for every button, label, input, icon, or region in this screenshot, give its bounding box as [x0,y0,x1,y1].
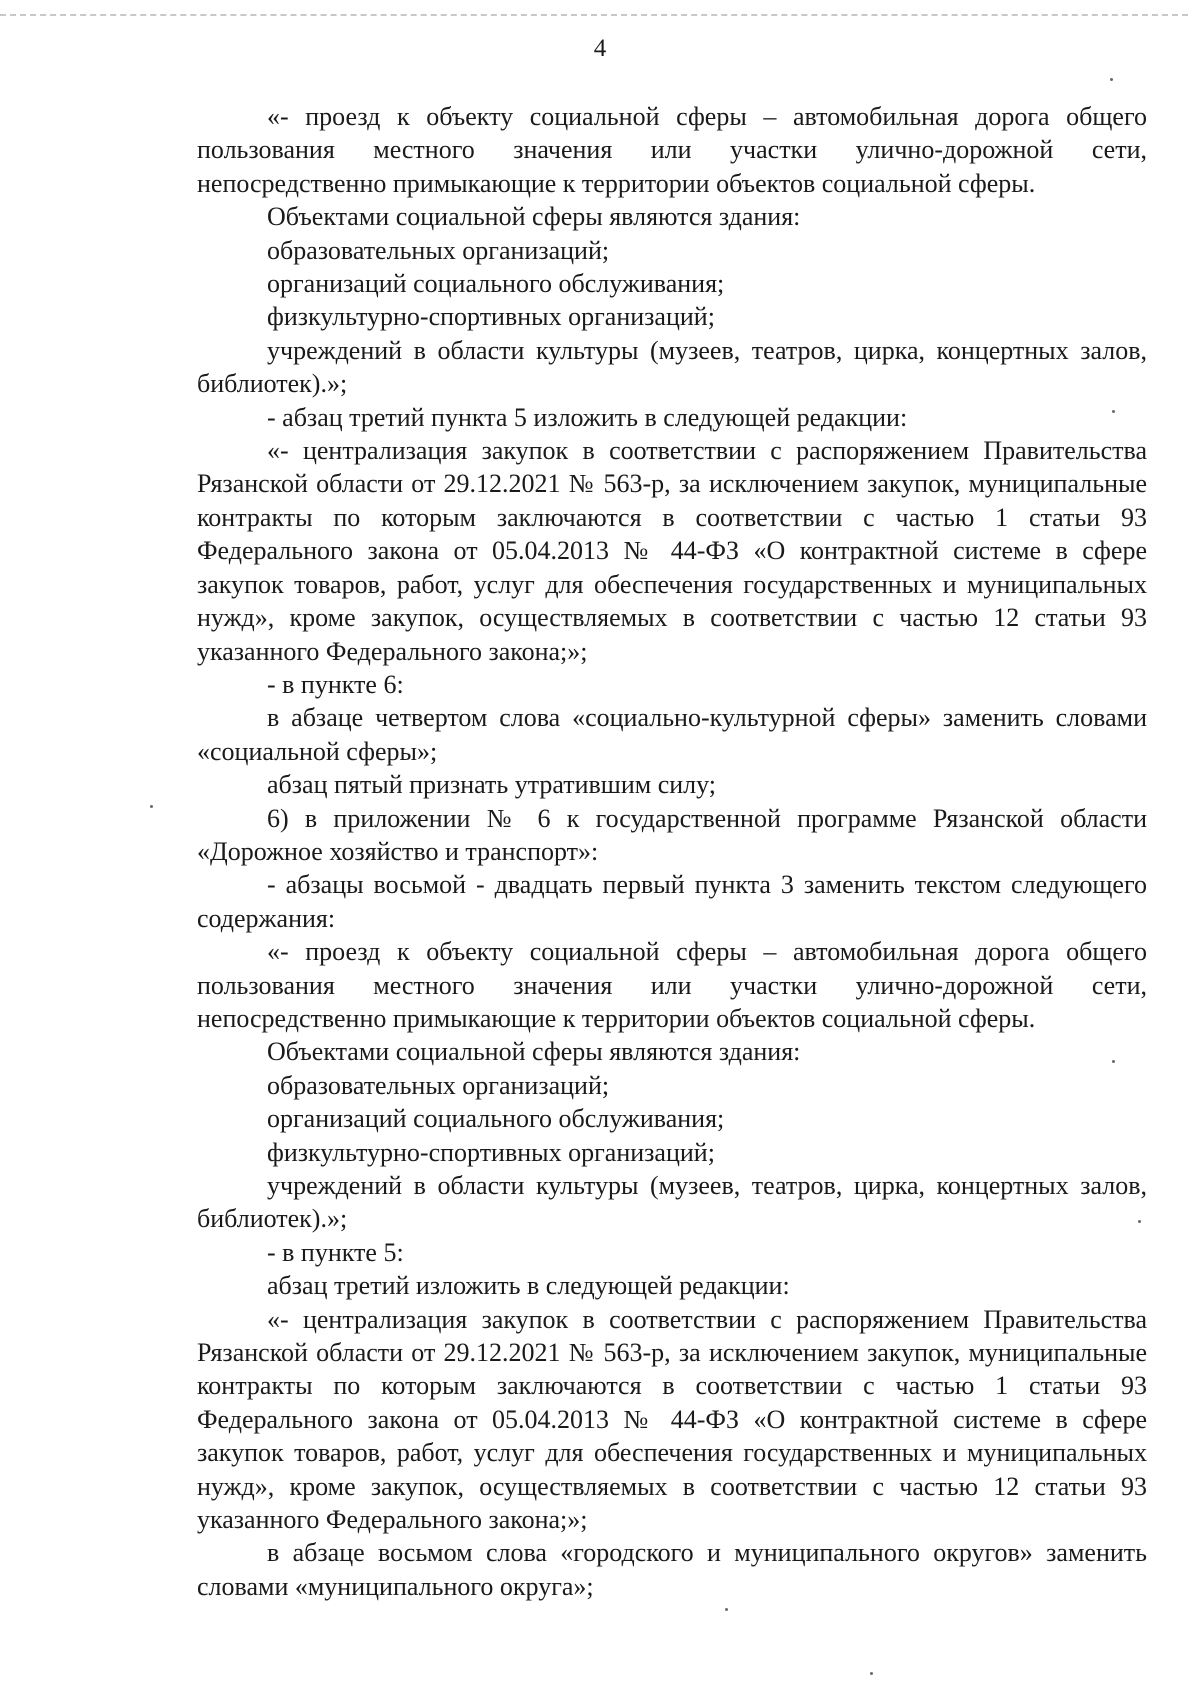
paragraph: абзац третий изложить в следующей редакции: [267,1271,790,1301]
paragraph: физкультурно-спортивных организаций; [267,302,715,332]
paragraph: - абзацы восьмой - двадцать первый пункта 3 заменить текстом следующего содержания: [197,870,1147,933]
scan-speck [1138,1220,1141,1223]
paragraph: 6) в приложении № 6 к государственной программе Рязанской области «Дорожное хозяйство и транспорт»: [197,803,1147,866]
paragraph: - абзац третий пункта 5 изложить в следующей редакции: [267,402,908,432]
paragraph: «- проезд к объекту социальной сферы – автомобильная дорога общего пользования местного значения или участки улично-дорожной сети, непосредственно примыкающие к территории объектов социальной сферы. [197,102,1147,198]
document-body [197,100,1147,1603]
scan-edge-line [0,14,1188,16]
paragraph: учреждений в области культуры (музеев, театров, цирка, концертных залов, библиотек).»; [197,1171,1147,1234]
scan-speck [150,805,153,808]
paragraph: - в пункте 6: [267,669,404,699]
paragraph: в абзаце четвертом слова «социально-культурной сферы» заменить словами «социальной сферы»; [197,703,1147,766]
paragraph: образовательных организаций; [267,235,610,265]
paragraph: абзац пятый признать утратившим силу; [267,770,717,800]
paragraph: Объектами социальной сферы являются здания: [267,202,801,232]
paragraph: «- централизация закупок в соответствии с распоряжением Правительства Рязанской области от 29.12.2021 № 563-р, за исключением закупок, муниципальные контракты по которым заключаются в соответствии с частью 1 статьи 93 Федерального закона от 05.04.2013 № 44-ФЗ «О контрактной системе в сфере закупок товаров, работ, услуг для обеспечения государственных и муниципальных нужд», кроме закупок, осуществляемых в соответствии с частью 12 статьи 93 указанного Федерального закона;»; [197,436,1147,666]
paragraph: учреждений в области культуры (музеев, театров, цирка, концертных залов, библиотек).»; [197,335,1147,399]
paragraph: физкультурно-спортивных организаций; [267,1137,715,1167]
paragraph: образовательных организаций; [267,1070,610,1100]
scan-speck [1112,410,1115,413]
paragraph: - в пункте 5: [267,1237,404,1267]
page-number: 4 [593,35,607,62]
paragraph: Объектами социальной сферы являются здания: [267,1037,801,1067]
paragraph: организаций социального обслуживания; [267,1104,725,1134]
scan-speck [1110,78,1113,81]
scan-speck [1112,1060,1115,1063]
scan-speck [870,1672,873,1675]
paragraph: в абзаце восьмом слова «городского и муниципального округов» заменить словами «муниципального округа»; [197,1538,1147,1601]
paragraph: «- проезд к объекту социальной сферы – автомобильная дорога общего пользования местного значения или участки улично-дорожной сети, непосредственно примыкающие к территории объектов социальной сферы. [197,937,1147,1033]
scan-speck [725,1608,728,1611]
paragraph: «- централизация закупок в соответствии с распоряжением Правительства Рязанской области от 29.12.2021 № 563-р, за исключением закупок, муниципальные контракты по которым заключаются в соответствии с частью 1 статьи 93 Федерального закона от 05.04.2013 № 44-ФЗ «О контрактной системе в сфере закупок товаров, работ, услуг для обеспечения государственных и муниципальных нужд», кроме закупок, осуществляемых в соответствии с частью 12 статьи 93 указанного Федерального закона;»; [197,1304,1147,1535]
paragraph: организаций социального обслуживания; [267,269,725,299]
